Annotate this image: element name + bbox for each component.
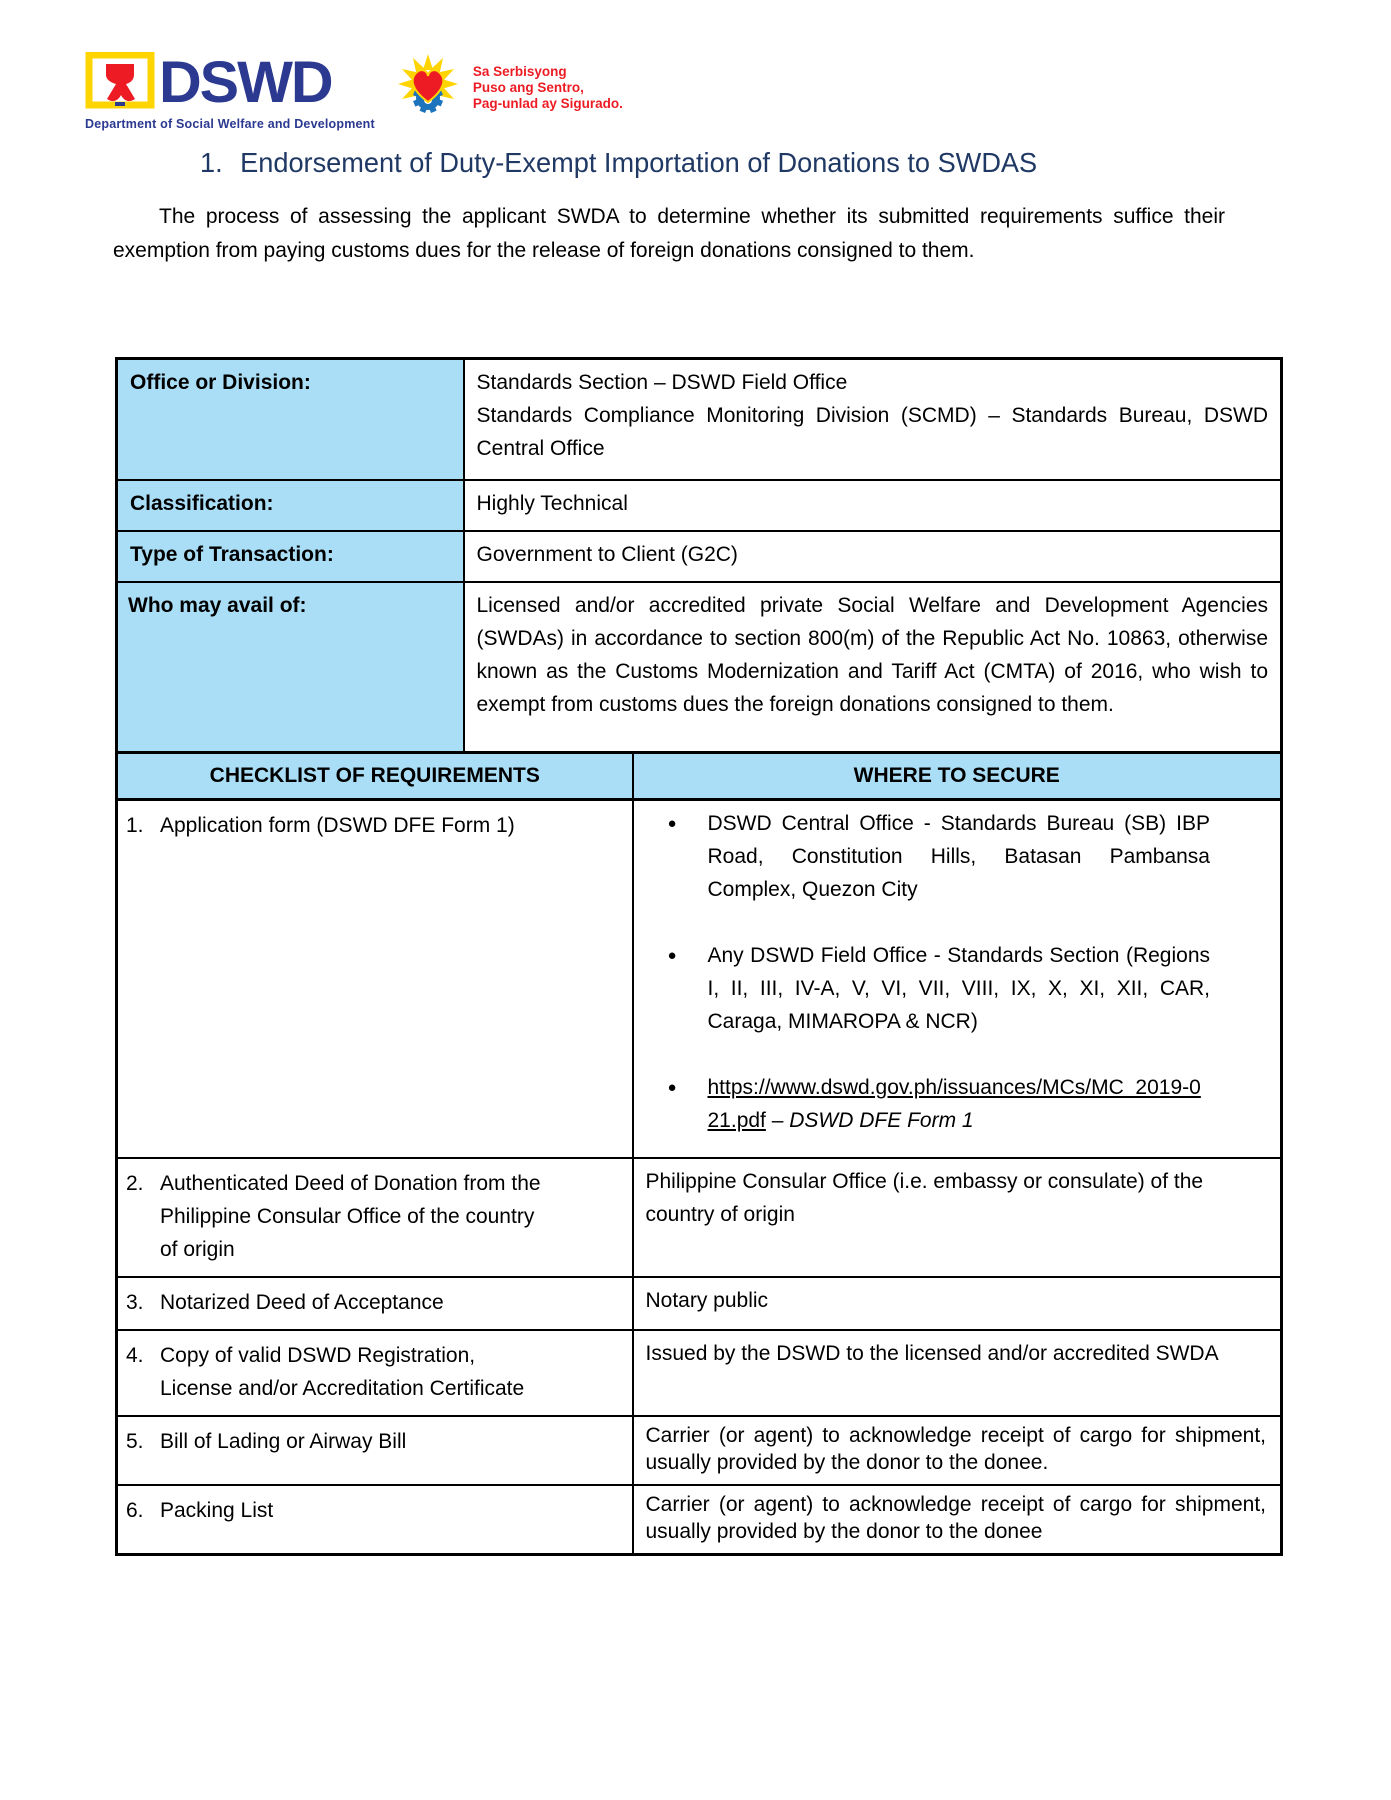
tagline-line: Sa Serbisyong [472, 64, 567, 79]
where-cell [633, 800, 1282, 1159]
intro-paragraph: The process of assessing the applicant SWDA to determine whether its submitted requirements suffice their exemption from paying customs dues for the release of foreign donations consigned to them. [113, 205, 1225, 262]
item-number: 3. [126, 1291, 144, 1314]
row-value: Highly Technical [464, 480, 1282, 531]
row-label-office-or-division: Office or Division: [117, 359, 464, 481]
checklist-header-requirements: CHECKLIST OF REQUIREMENTS [117, 753, 633, 800]
requirement-cell [117, 1277, 633, 1330]
item-number: 1. [126, 814, 144, 837]
heading-number: 1. [200, 147, 223, 178]
dswd-hands-icon [85, 52, 155, 114]
form-download-link[interactable]: https://www.dswd.gov.ph/issuances/MCs/MC_2019-021.pdf [707, 1076, 1201, 1132]
row-label-who-may-avail: Who may avail of: [117, 582, 464, 753]
table-row [117, 480, 1282, 531]
table-row [117, 359, 1282, 481]
requirement-text: Application form (DSWD DFE Form 1) [160, 814, 515, 837]
table-row [117, 582, 1282, 753]
dswd-wordmark: DSWD [159, 50, 332, 115]
heading-text: Endorsement of Duty-Exempt Importation of Donations to SWDAS [240, 147, 1038, 178]
checklist-header-row [117, 753, 1282, 800]
bullet-icon: ● [667, 947, 677, 964]
table-row [117, 1416, 1282, 1485]
department-caption: Department of Social Welfare and Development [85, 117, 375, 131]
table-row [117, 1330, 1282, 1416]
bullet-item [660, 807, 1211, 906]
where-cell: Notary public [633, 1277, 1282, 1330]
tagline-line: Puso ang Sentro, [472, 80, 584, 95]
requirement-text: Bill of Lading or Airway Bill [160, 1430, 407, 1453]
table-row [117, 1485, 1282, 1555]
row-label-type-of-transaction: Type of Transaction: [117, 531, 464, 582]
checklist-table [115, 751, 1283, 1556]
value-line: Standards Compliance Monitoring Division (SCMD) – Standards Bureau, DSWD Central Office [476, 404, 1268, 460]
where-cell: Issued by the DSWD to the licensed and/or accredited SWDA [633, 1330, 1282, 1416]
info-table [115, 357, 1283, 754]
where-cell: Philippine Consular Office (i.e. embassy or consulate) of the country of origin [633, 1158, 1282, 1277]
tagline-line: Pag-unlad ay Sigurado. [472, 96, 623, 111]
requirement-cell [117, 1330, 633, 1416]
form-name-italic: DSWD DFE Form 1 [789, 1109, 974, 1132]
table-row [117, 1277, 1282, 1330]
bullet-icon: ● [667, 1079, 677, 1096]
bullet-text: DSWD Central Office - Standards Bureau (SB) IBP Road, Constitution Hills, Batasan Pambansa Complex, Quezon City [707, 812, 1210, 901]
table-row [117, 800, 1282, 1159]
requirement-cell [117, 1158, 633, 1277]
item-number: 4. [126, 1344, 144, 1367]
item-number: 5. [126, 1430, 144, 1453]
where-cell: Carrier (or agent) to acknowledge receipt of cargo for shipment, usually provided by the donor to the donee [633, 1485, 1282, 1555]
value-line: Standards Section – DSWD Field Office [476, 371, 848, 394]
bullet-item [660, 1071, 1211, 1137]
dswd-logo [85, 52, 375, 131]
row-value: Licensed and/or accredited private Social Welfare and Development Agencies (SWDAs) in accordance to section 800(m) of the Republic Act No. 10863, otherwise known as the Customs Modernization and Tariff Act (CMTA) of 2016, who wish to exempt from customs dues the foreign donations consigned to them. [464, 582, 1282, 753]
item-number: 6. [126, 1499, 144, 1522]
bullet-icon: ● [667, 815, 677, 832]
requirement-cell [117, 800, 633, 1159]
where-cell: Carrier (or agent) to acknowledge receipt of cargo for shipment, usually provided by the donor to the donee. [633, 1416, 1282, 1485]
row-label-classification: Classification: [117, 480, 464, 531]
table-row [117, 531, 1282, 582]
page-title [200, 146, 1037, 180]
row-value: Government to Client (G2C) [464, 531, 1282, 582]
link-separator: – [765, 1109, 790, 1132]
requirement-text: Authenticated Deed of Donation from the Philippine Consular Office of the country of origin [160, 1172, 541, 1261]
dswd-seal [393, 54, 463, 124]
bullet-text: Any DSWD Field Office - Standards Section (Regions I, II, III, IV-A, V, VI, VII, VIII, IX, X, XI, XII, CAR, Caraga, MIMAROPA & NCR) [707, 944, 1210, 1033]
bullet-text [708, 1071, 1211, 1137]
tagline [473, 64, 623, 112]
requirement-cell [117, 1416, 633, 1485]
requirement-text: Notarized Deed of Acceptance [160, 1291, 444, 1314]
requirement-text: Copy of valid DSWD Registration, License and/or Accreditation Certificate [160, 1344, 525, 1400]
bullet-item [660, 939, 1211, 1038]
requirement-text: Packing List [160, 1499, 274, 1522]
header [85, 52, 623, 131]
dswd-logo-top [85, 52, 375, 114]
checklist-header-where: WHERE TO SECURE [633, 753, 1282, 800]
row-value [464, 359, 1282, 481]
item-number: 2. [126, 1172, 144, 1195]
table-row [117, 1158, 1282, 1277]
requirement-cell [117, 1485, 633, 1555]
